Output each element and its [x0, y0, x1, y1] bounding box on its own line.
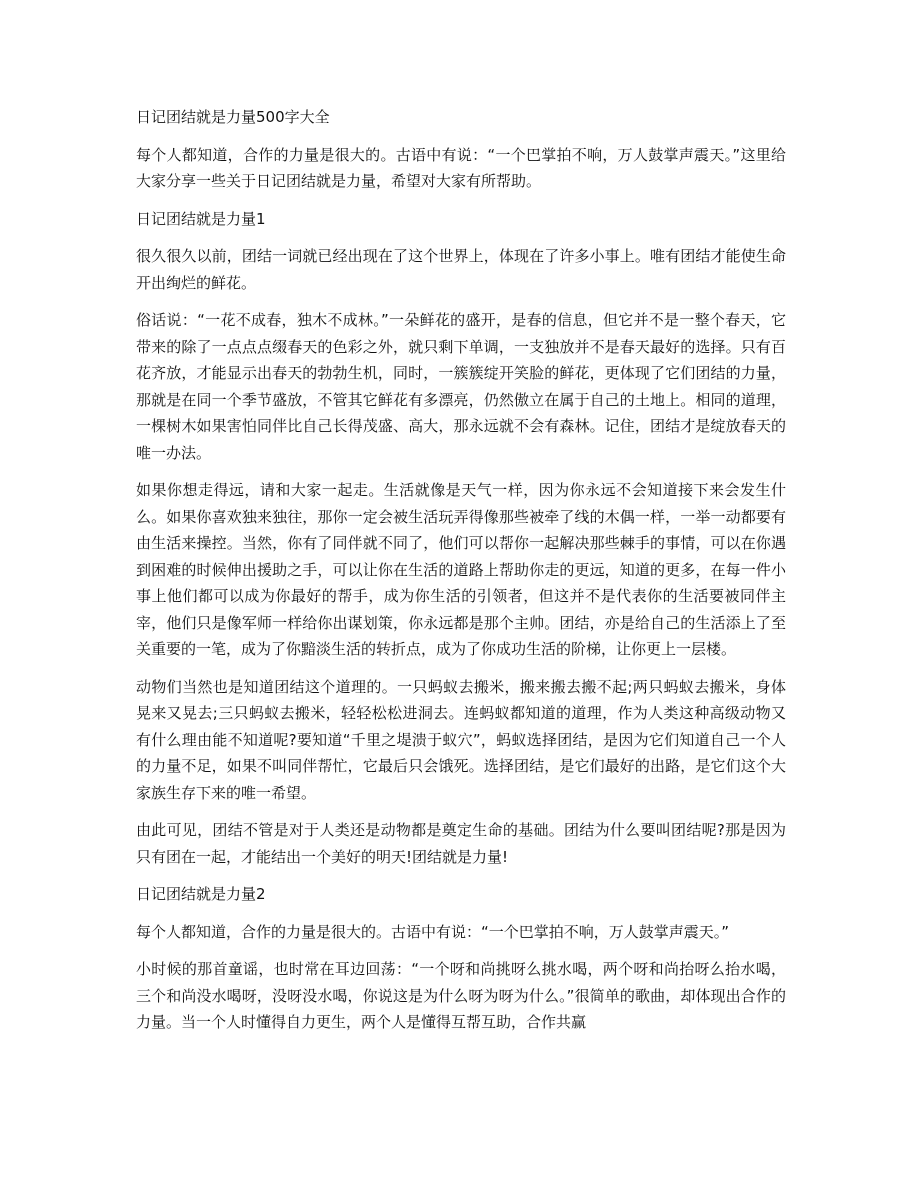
document-title: 日记团结就是力量500字大全 — [136, 108, 330, 126]
paragraph: 小时候的那首童谣，也时常在耳边回荡：“一个呀和尚挑呀么挑水喝，两个呀和尚抬呀么抬水喝，三个和尚没水喝呀，没呀没水喝，你说这是为什么呀为呀为什么。”很简单的歌曲，却体现出合作的力量。当一个人时懂得自力更生，两个人是懂得互帮互助，合作共赢 — [136, 960, 786, 1031]
paragraph: 如果你想走得远，请和大家一起走。生活就像是天气一样，因为你永远不会知道接下来会发生什么。如果你喜欢独来独往，那你一定会被生活玩弄得像那些被牵了线的木偶一样，一举一动都要有由生活来操控。当然，你有了同伴就不同了，他们可以帮你一起解决那些棘手的事情，可以在你遇到困难的时候伸出援助之手，可以让你在生活的道路上帮助你走的更远，知道的更多，在每一件小事上他们都可以成为你最好的帮手，成为你生活的引领者，但这并不是代表你的生活要被同伴主宰，他们只是像军师一样给你出谋划策，你永远都是那个主帅。团结，亦是给自己的生活添上了至关重要的一笔，成为了你黯淡生活的转折点，成为了你成功生活的阶梯，让你更上一层楼。 — [136, 481, 786, 658]
intro-paragraph: 每个人都知道，合作的力量是很大的。古语中有说：“一个巴掌拍不响，万人鼓掌声震天。”这里给大家分享一些关于日记团结就是力量，希望对大家有所帮助。 — [136, 145, 786, 190]
paragraph: 俗话说：“一花不成春，独木不成林。”一朵鲜花的盛开，是春的信息，但它并不是一整个春天，它带来的除了一点点点缀春天的色彩之外，就只剩下单调，一支独放并不是春天最好的选择。只有百花齐放，才能显示出春天的勃勃生机，同时，一簇簇绽开笑脸的鲜花，更体现了它们团结的力量，那就是在同一个季节盛放，不管其它鲜花有多漂亮，仍然傲立在属于自己的土地上。相同的道理，一棵树木如果害怕同伴比自己长得茂盛、高大，那永远就不会有森林。记住，团结才是绽放春天的唯一办法。 — [136, 311, 786, 462]
paragraph: 由此可见，团结不管是对于人类还是动物都是奠定生命的基础。团结为什么要叫团结呢?那是因为只有团在一起，才能结出一个美好的明天!团结就是力量! — [136, 821, 786, 866]
paragraph: 每个人都知道，合作的力量是很大的。古语中有说：“一个巴掌拍不响，万人鼓掌声震天。” — [136, 922, 730, 941]
section-heading-1: 日记团结就是力量1 — [136, 209, 266, 228]
document-page — [136, 104, 786, 1047]
paragraph: 动物们当然也是知道团结这个道理的。一只蚂蚁去搬米，搬来搬去搬不起;两只蚂蚁去搬米，身体晃来又晃去;三只蚂蚁去搬米，轻轻松松进洞去。连蚂蚁都知道的道理，作为人类这种高级动物又有什么理由能不知道呢?要知道“千里之堤溃于蚁穴”，蚂蚁选择团结，是因为它们知道自己一个人的力量不足，如果不叫同伴帮忙，它最后只会饿死。选择团结，是它们最好的出路，是它们这个大家族生存下来的唯一希望。 — [136, 677, 786, 802]
paragraph: 很久很久以前，团结一词就已经出现在了这个世界上，体现在了许多小事上。唯有团结才能使生命开出绚烂的鲜花。 — [136, 247, 786, 292]
section-heading-2: 日记团结就是力量2 — [136, 885, 266, 903]
